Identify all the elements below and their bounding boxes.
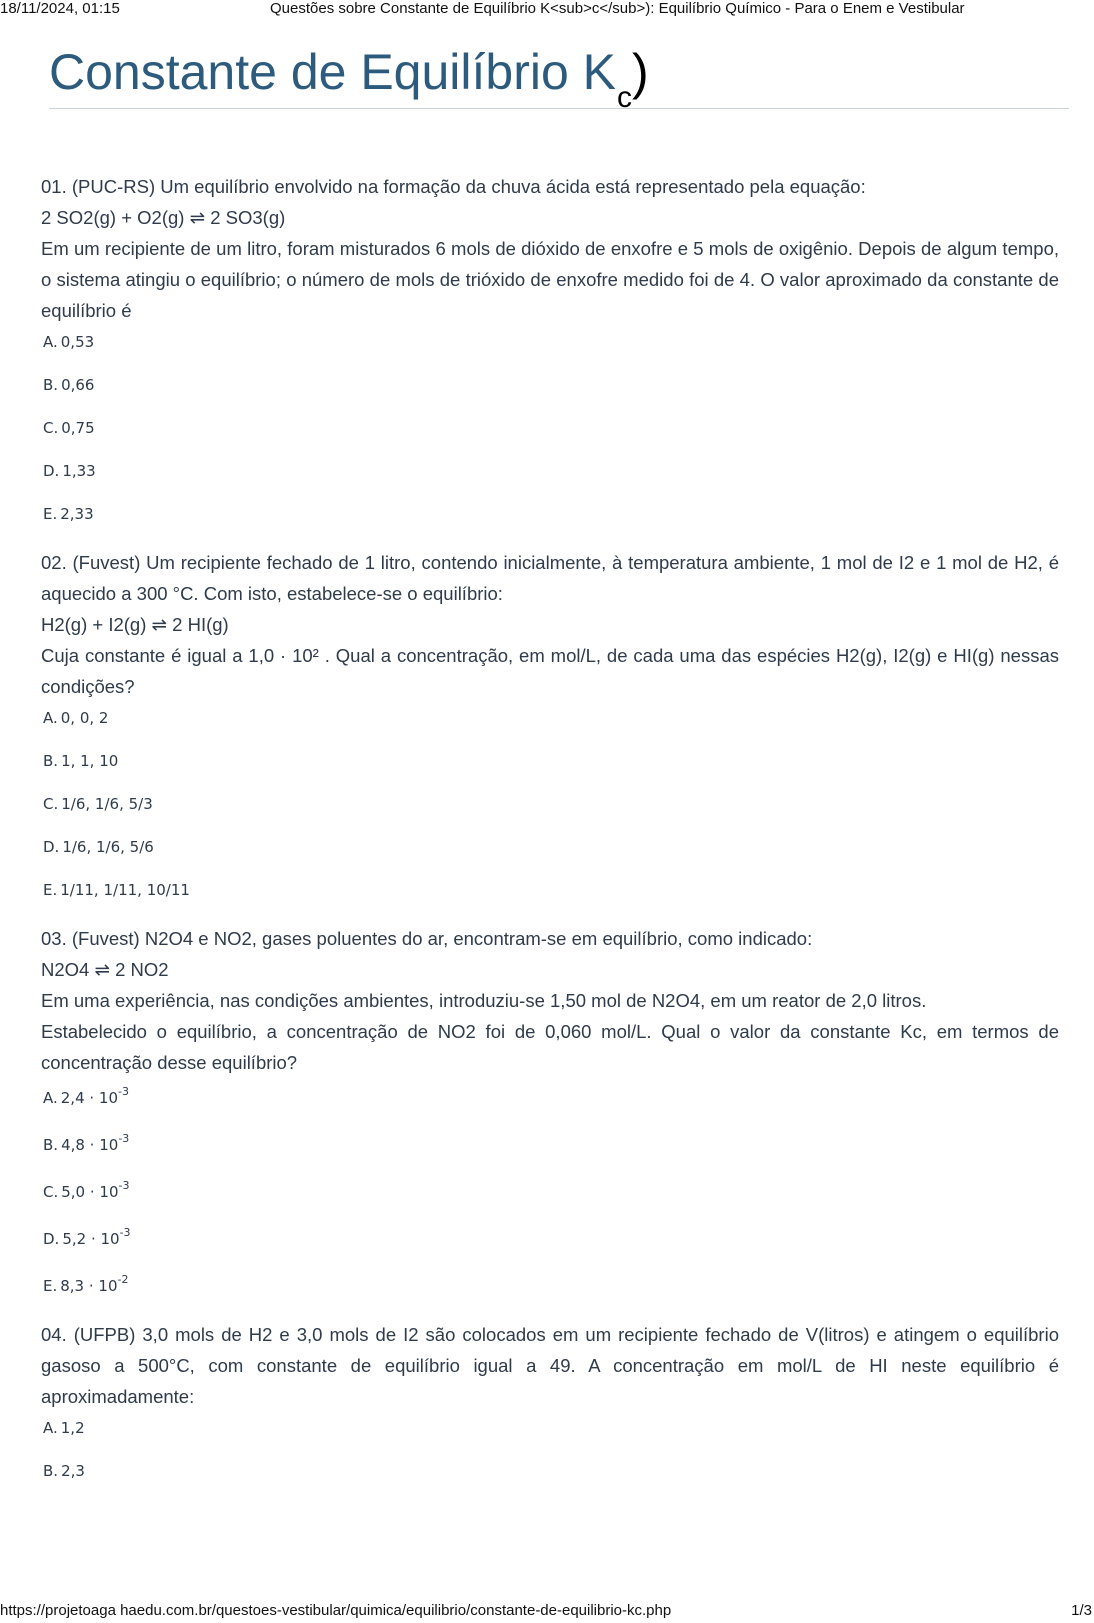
option-letter: B. [43, 1462, 59, 1480]
option-letter: A. [43, 1419, 58, 1437]
answer-option-a[interactable] [43, 332, 1059, 352]
option-letter: A. [43, 333, 58, 351]
answer-option-c[interactable] [43, 1178, 1059, 1202]
option-value: 8,3 · 10 [60, 1277, 118, 1295]
question-text-line: N2O4 ⇌ 2 NO2 [41, 959, 169, 980]
option-value: 2,33 [60, 505, 94, 523]
option-text [62, 1225, 130, 1249]
answer-option-a[interactable] [43, 1418, 1059, 1438]
question-3 [41, 923, 1059, 1296]
option-text [60, 880, 190, 900]
option-exponent: -3 [118, 1085, 129, 1098]
question-1 [41, 171, 1059, 524]
question-list [41, 171, 1059, 1504]
option-text [61, 1178, 129, 1202]
option-exponent: -3 [119, 1226, 131, 1239]
option-letter: C. [43, 795, 59, 813]
answer-option-d[interactable] [43, 837, 1059, 857]
answer-option-e[interactable] [43, 1272, 1059, 1296]
answer-option-b[interactable] [43, 375, 1059, 395]
option-value: 1, 1, 10 [61, 752, 119, 770]
option-letter: E. [43, 881, 58, 899]
title-divider [49, 108, 1069, 109]
answer-option-e[interactable] [43, 504, 1059, 524]
question-text-line: Estabelecido o equilíbrio, a concentração de NO2 foi de 0,060 mol/L. Qual o valor da constante Kc, em termos de concentração desse equilíbrio? [41, 1021, 1059, 1073]
option-text [61, 375, 94, 395]
option-exponent: -3 [118, 1132, 130, 1145]
page-title-paren: ) [632, 44, 649, 100]
page-title-subscript: c [617, 81, 633, 114]
option-letter: A. [43, 709, 58, 727]
question-statement: 02. (Fuvest) Um recipiente fechado de 1 litro, contendo inicialmente, à temperatura ambiente, 1 mol de I2 e 1 mol de H2, é aquecido a 300 °C. Com isto, estabelece-se o equilíbrio: [41, 552, 1059, 604]
option-text [61, 708, 109, 728]
option-letter: D. [43, 838, 60, 856]
answer-options [41, 1418, 1059, 1481]
question-text-line: H2(g) + I2(g) ⇌ 2 HI(g) [41, 614, 229, 635]
answer-option-a[interactable] [43, 1084, 1059, 1108]
print-page-number: 1/3 [1071, 1602, 1092, 1619]
option-value: 0,75 [61, 419, 95, 437]
question-text-line: 2 SO2(g) + O2(g) ⇌ 2 SO3(g) [41, 207, 286, 228]
option-value: 2,3 [61, 1462, 85, 1480]
answer-option-b[interactable] [43, 751, 1059, 771]
option-text [61, 794, 153, 814]
option-text [60, 1272, 128, 1296]
option-value: 1/11, 1/11, 10/11 [60, 881, 190, 899]
option-text [60, 504, 93, 524]
option-letter: B. [43, 752, 59, 770]
answer-option-d[interactable] [43, 1225, 1059, 1249]
page-title-main: Constante de Equilíbrio K [49, 44, 617, 100]
print-header [0, 0, 1094, 18]
answer-options [41, 1084, 1059, 1296]
option-value: 1,33 [62, 462, 96, 480]
question-2 [41, 547, 1059, 900]
option-exponent: -2 [117, 1273, 129, 1286]
option-letter: C. [43, 1183, 59, 1201]
question-statement: 01. (PUC-RS) Um equilíbrio envolvido na formação da chuva ácida está representado pela equação: [41, 176, 866, 197]
question-text-line: Em uma experiência, nas condições ambientes, introduziu-se 1,50 mol de N2O4, em um reator de 2,0 litros. [41, 990, 927, 1011]
answer-options [41, 708, 1059, 900]
option-text [62, 837, 154, 857]
print-footer [0, 1602, 1094, 1620]
question-text-line: Cuja constante é igual a 1,0 · 10² . Qual a concentração, em mol/L, de cada uma das espécies H2(g), I2(g) e HI(g) nessas condições? [41, 645, 1059, 697]
option-letter: A. [43, 1089, 58, 1107]
question-statement: 03. (Fuvest) N2O4 e NO2, gases poluentes do ar, encontram-se em equilíbrio, como indicado: [41, 928, 813, 949]
answer-option-a[interactable] [43, 708, 1059, 728]
option-text [61, 332, 94, 352]
option-value: 2,4 · 10 [60, 1089, 119, 1107]
print-doc-title: Questões sobre Constante de Equilíbrio K<sub>c</sub>): Equilíbrio Químico - Para o Enem e Vestibular [270, 0, 965, 17]
option-text [61, 1084, 129, 1108]
question-4 [41, 1319, 1059, 1481]
option-letter: B. [43, 1136, 59, 1154]
option-letter: E. [43, 505, 58, 523]
question-statement: 04. (UFPB) 3,0 mols de H2 e 3,0 mols de I2 são colocados em um recipiente fechado de V(litros) e atingem o equilíbrio gasoso a 500°C, com constante de equilíbrio igual a 49. A concentração em mol/L de HI neste equilíbrio é aproximadamente: [41, 1324, 1059, 1407]
option-value: 0,53 [60, 333, 95, 351]
option-text [61, 751, 118, 771]
option-text [61, 1131, 129, 1155]
print-url: https://projetoaga haedu.com.br/questoes-vestibular/quimica/equilibrio/constante-de-equilibrio-kc.php [0, 1602, 672, 1619]
option-letter: B. [43, 376, 59, 394]
answer-option-b[interactable] [43, 1131, 1059, 1155]
option-text [61, 418, 94, 438]
option-value: 5,0 · 10 [61, 1183, 119, 1201]
option-value: 1/6, 1/6, 5/6 [62, 838, 154, 856]
answer-option-c[interactable] [43, 794, 1059, 814]
option-text [62, 461, 95, 481]
option-letter: E. [43, 1277, 58, 1295]
option-value: 0,66 [61, 376, 95, 394]
answer-option-c[interactable] [43, 418, 1059, 438]
option-value: 5,2 · 10 [62, 1230, 120, 1248]
answer-options [41, 332, 1059, 524]
question-text-line: Em um recipiente de um litro, foram misturados 6 mols de dióxido de enxofre e 5 mols de oxigênio. Depois de algum tempo, o sistema atingiu o equilíbrio; o número de mols de trióxido de enxofre medido foi de 4. O valor aproximado da constante de equilíbrio é [41, 238, 1059, 321]
option-letter: C. [43, 419, 59, 437]
option-value: 0, 0, 2 [60, 709, 109, 727]
answer-option-b[interactable] [43, 1461, 1059, 1481]
option-exponent: -3 [118, 1179, 130, 1192]
answer-option-d[interactable] [43, 461, 1059, 481]
answer-option-e[interactable] [43, 880, 1059, 900]
option-value: 1/6, 1/6, 5/3 [61, 795, 153, 813]
option-value: 1,2 [60, 1419, 85, 1437]
option-letter: D. [43, 462, 60, 480]
option-letter: D. [43, 1230, 60, 1248]
option-text [61, 1418, 85, 1438]
option-value: 4,8 · 10 [61, 1136, 119, 1154]
page-title [49, 40, 649, 112]
option-text [61, 1461, 85, 1481]
print-datetime: 18/11/2024, 01:15 [0, 0, 120, 17]
